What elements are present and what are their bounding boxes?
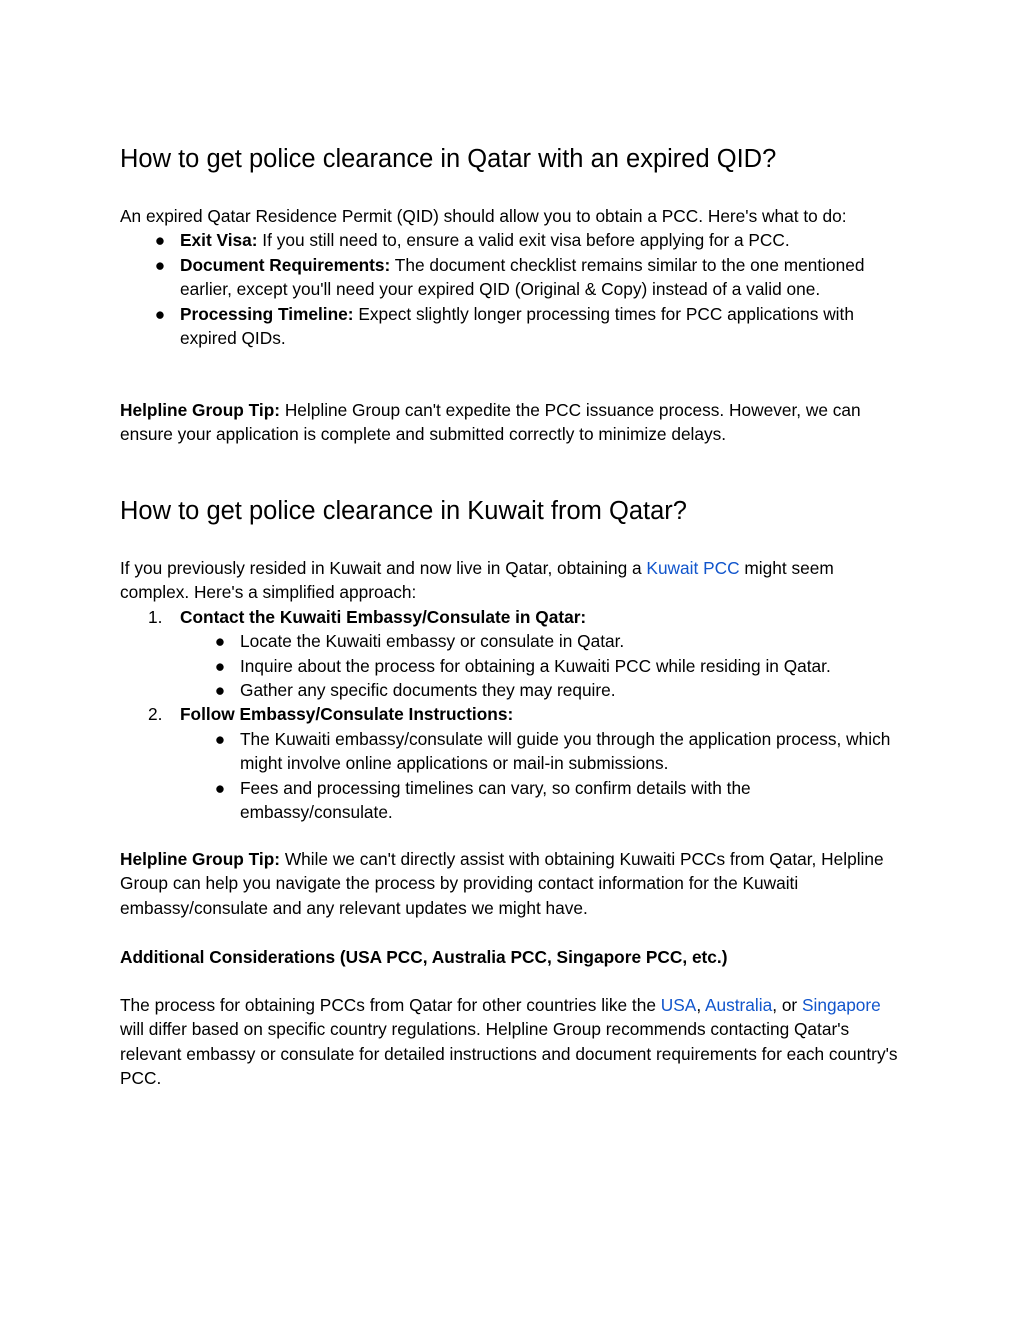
- para-text: will differ based on specific country regulations. Helpline Group recommends contacting Qatar's relevant embassy or consulate for detailed instructions and document requirements for each country's PCC.: [120, 1019, 898, 1089]
- bullet-marker: ●: [154, 230, 166, 251]
- sub-list-wrapper: [120, 629, 905, 702]
- list-item: [120, 629, 905, 653]
- step-item: [120, 702, 905, 726]
- section2-intro: [120, 556, 905, 605]
- step-label: Follow Embassy/Consulate Instructions:: [180, 704, 514, 725]
- section1-tip: [120, 398, 905, 447]
- sub-bullet-text: Gather any specific documents they may require.: [240, 680, 616, 701]
- step-label: Contact the Kuwaiti Embassy/Consulate in Qatar:: [180, 606, 587, 627]
- section-title-expired-qid: How to get police clearance in Qatar with an expired QID?: [120, 145, 777, 173]
- section3-body: [120, 993, 905, 1091]
- intro-text: If you previously resided in Kuwait and now live in Qatar, obtaining a: [120, 558, 647, 578]
- additional-considerations-heading: Additional Considerations (USA PCC, Australia PCC, Singapore PCC, etc.): [120, 947, 728, 967]
- intro-text: might seem complex. Here's a simplified approach:: [120, 558, 834, 603]
- list-item: [120, 727, 905, 776]
- australia-link[interactable]: Australia: [704, 995, 773, 1015]
- tip-label: Helpline Group Tip:: [120, 400, 281, 420]
- tip-label: Helpline Group Tip:: [120, 849, 281, 869]
- sub-list-wrapper: [120, 727, 905, 825]
- step2-sub-list: [120, 727, 905, 825]
- separator-text: ,: [696, 995, 705, 1015]
- usa-link[interactable]: USA: [660, 995, 697, 1015]
- bullet-marker: ●: [154, 254, 166, 275]
- bullet-marker: ●: [214, 777, 226, 798]
- section1-body: [120, 204, 905, 350]
- sub-bullet-text: Fees and processing timelines can vary, so confirm details with the embassy/consulate.: [240, 777, 751, 823]
- bullet-marker: ●: [214, 655, 226, 676]
- sub-bullet-text: Locate the Kuwaiti embassy or consulate in Qatar.: [240, 631, 625, 652]
- section1-intro: An expired Qatar Residence Permit (QID) should allow you to obtain a PCC. Here's what to do:: [120, 206, 847, 226]
- additional-considerations-heading-block: [120, 945, 905, 969]
- section1-bullet-list: [120, 228, 905, 350]
- bullet-label: Document Requirements:: [180, 254, 391, 275]
- bullet-label: Exit Visa:: [180, 230, 258, 251]
- section2-body: [120, 556, 905, 824]
- singapore-link[interactable]: Singapore: [802, 995, 881, 1015]
- section2-tip: [120, 847, 905, 920]
- section-title-kuwait: How to get police clearance in Kuwait from Qatar?: [120, 497, 687, 525]
- step-number: 2.: [148, 704, 163, 725]
- list-item: [120, 302, 905, 351]
- bullet-text: Expect slightly longer processing times for PCC applications with expired QIDs.: [180, 303, 854, 349]
- tip-text: While we can't directly assist with obtaining Kuwaiti PCCs from Qatar, Helpline Group can help you navigate the process by providing contact information for the Kuwaiti embassy/consulate and any relevant updates we might have.: [120, 849, 884, 918]
- step-number: 1.: [148, 606, 163, 627]
- section2-steps-list: [120, 605, 905, 825]
- list-item: [120, 228, 905, 252]
- bullet-marker: ●: [214, 680, 226, 701]
- tip-text: Helpline Group can't expedite the PCC issuance process. However, we can ensure your application is complete and submitted correctly to minimize delays.: [120, 400, 861, 445]
- bullet-text: The document checklist remains similar to the one mentioned earlier, except you'll need your expired QID (Original & Copy) instead of a valid one.: [180, 254, 865, 300]
- step1-sub-list: [120, 629, 905, 702]
- list-item: [120, 776, 905, 825]
- para-text: The process for obtaining PCCs from Qatar for other countries like the: [120, 995, 661, 1015]
- list-item: [120, 654, 905, 678]
- bullet-text: If you still need to, ensure a valid exit visa before applying for a PCC.: [257, 230, 790, 251]
- bullet-marker: ●: [214, 631, 226, 652]
- separator-text: , or: [772, 995, 802, 1015]
- list-item: [120, 678, 905, 702]
- kuwait-pcc-link[interactable]: Kuwait PCC: [646, 558, 740, 578]
- step-item: [120, 605, 905, 629]
- sub-bullet-text: The Kuwaiti embassy/consulate will guide you through the application process, which might involve online applications or mail-in submissions.: [240, 728, 891, 774]
- bullet-marker: ●: [214, 728, 226, 749]
- bullet-label: Processing Timeline:: [180, 303, 354, 324]
- list-item: [120, 253, 905, 302]
- bullet-marker: ●: [154, 303, 166, 324]
- section3-paragraph: [120, 993, 905, 1091]
- sub-bullet-text: Inquire about the process for obtaining a Kuwaiti PCC while residing in Qatar.: [240, 655, 831, 676]
